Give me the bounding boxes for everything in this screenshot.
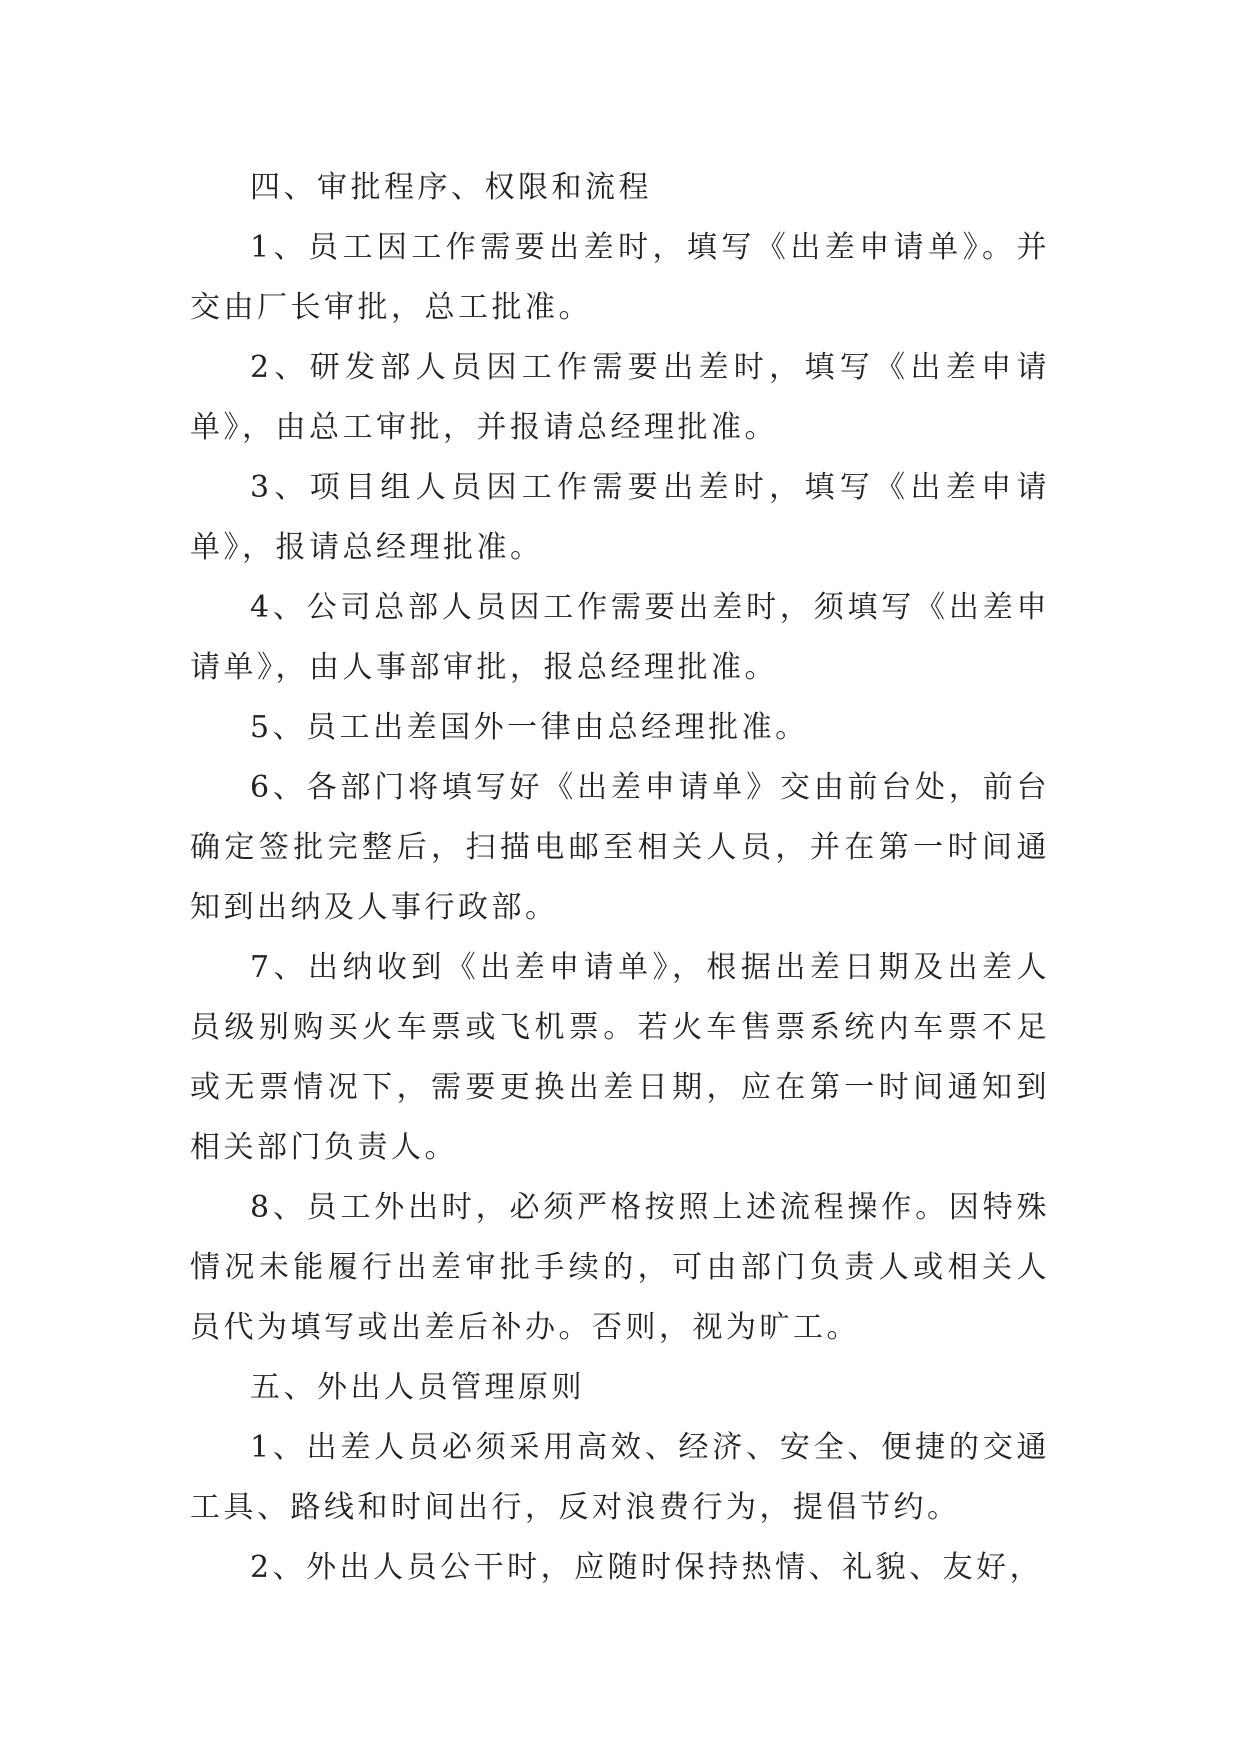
- paragraph-4-5: 5、员工出差国外一律由总经理批准。: [250, 710, 809, 745]
- section-heading-5: 五、外出人员管理原则: [250, 1370, 585, 1405]
- paragraph-4-1: 1、员工因工作需要出差时，填写《出差申请单》。并交由厂长审批，总工批准。: [190, 230, 1050, 325]
- paragraph-4-8: 8、员工外出时，必须严格按照上述流程操作。因特殊情况未能履行出差审批手续的，可由部门负责人或相关人员代为填写或出差后补办。否则，视为旷工。: [190, 1190, 1050, 1345]
- section-heading-4: 四、审批程序、权限和流程: [250, 170, 652, 205]
- document-body: [190, 158, 1050, 1598]
- paragraph-4-6: 6、各部门将填写好《出差申请单》交由前台处，前台确定签批完整后，扫描电邮至相关人员，并在第一时间通知到出纳及人事行政部。: [190, 770, 1050, 925]
- paragraph-4-3: 3、项目组人员因工作需要出差时，填写《出差申请单》，报请总经理批准。: [190, 470, 1050, 565]
- paragraph-5-2: 2、外出人员公干时，应随时保持热情、礼貌、友好，: [250, 1550, 1044, 1585]
- paragraph-4-7: 7、出纳收到《出差申请单》，根据出差日期及出差人员级别购买火车票或飞机票。若火车售票系统内车票不足或无票情况下，需要更换出差日期，应在第一时间通知到相关部门负责人。: [190, 950, 1050, 1165]
- paragraph-4-2: 2、研发部人员因工作需要出差时，填写《出差申请单》，由总工审批，并报请总经理批准。: [190, 350, 1050, 445]
- paragraph-4-4: 4、公司总部人员因工作需要出差时，须填写《出差申请单》，由人事部审批，报总经理批准。: [190, 590, 1050, 685]
- paragraph-5-1: 1、出差人员必须采用高效、经济、安全、便捷的交通工具、路线和时间出行，反对浪费行为，提倡节约。: [190, 1430, 1050, 1525]
